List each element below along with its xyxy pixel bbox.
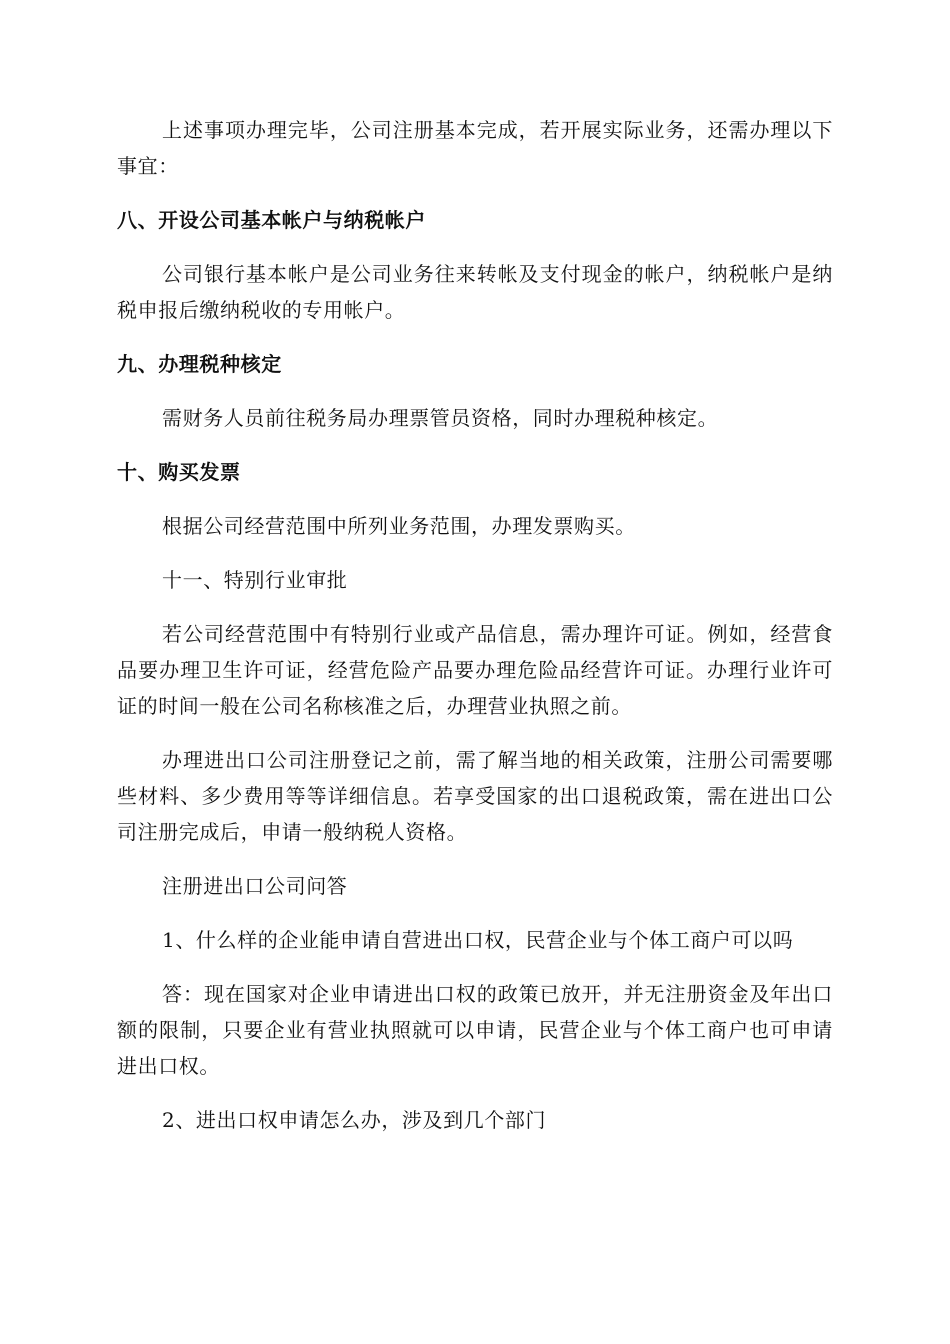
paragraph-special-industry: 若公司经营范围中有特别行业或产品信息，需办理许可证。例如，经营食品要办理卫生许可证，经营危险产品要办理危险品经营许可证。办理行业许可证的时间一般在公司名称核准之后，办理营业执照之前。 — [117, 622, 833, 718]
document-body — [117, 112, 833, 1156]
paragraph-import-export: 办理进出口公司注册登记之前，需了解当地的相关政策，注册公司需要哪些材料、多少费用等等详细信息。若享受国家的出口退税政策，需在进出口公司注册完成后，申请一般纳税人资格。 — [117, 748, 833, 844]
paragraph-invoice: 根据公司经营范围中所列业务范围，办理发票购买。 — [162, 514, 636, 538]
faq-question-2: 2、进出口权申请怎么办，涉及到几个部门 — [162, 1108, 547, 1132]
section-heading-10: 十、购买发票 — [117, 460, 241, 484]
paragraph-tax-type: 需财务人员前往税务局办理票管员资格，同时办理税种核定。 — [162, 406, 719, 430]
faq-question-1: 1、什么样的企业能申请自营进出口权，民营企业与个体工商户可以吗 — [162, 928, 794, 952]
paragraph-intro: 上述事项办理完毕，公司注册基本完成，若开展实际业务，还需办理以下事宜： — [117, 118, 833, 178]
faq-title: 注册进出口公司问答 — [162, 874, 348, 898]
section-heading-9: 九、办理税种核定 — [117, 352, 282, 376]
section-heading-8: 八、开设公司基本帐户与纳税帐户 — [117, 208, 426, 232]
section-title-11: 十一、特别行业审批 — [162, 568, 348, 592]
paragraph-bank-account: 公司银行基本帐户是公司业务往来转帐及支付现金的帐户，纳税帐户是纳税申报后缴纳税收的专用帐户。 — [117, 262, 833, 322]
faq-answer-1: 答：现在国家对企业申请进出口权的政策已放开，并无注册资金及年出口额的限制，只要企业有营业执照就可以申请，民营企业与个体工商户也可申请进出口权。 — [117, 982, 833, 1078]
